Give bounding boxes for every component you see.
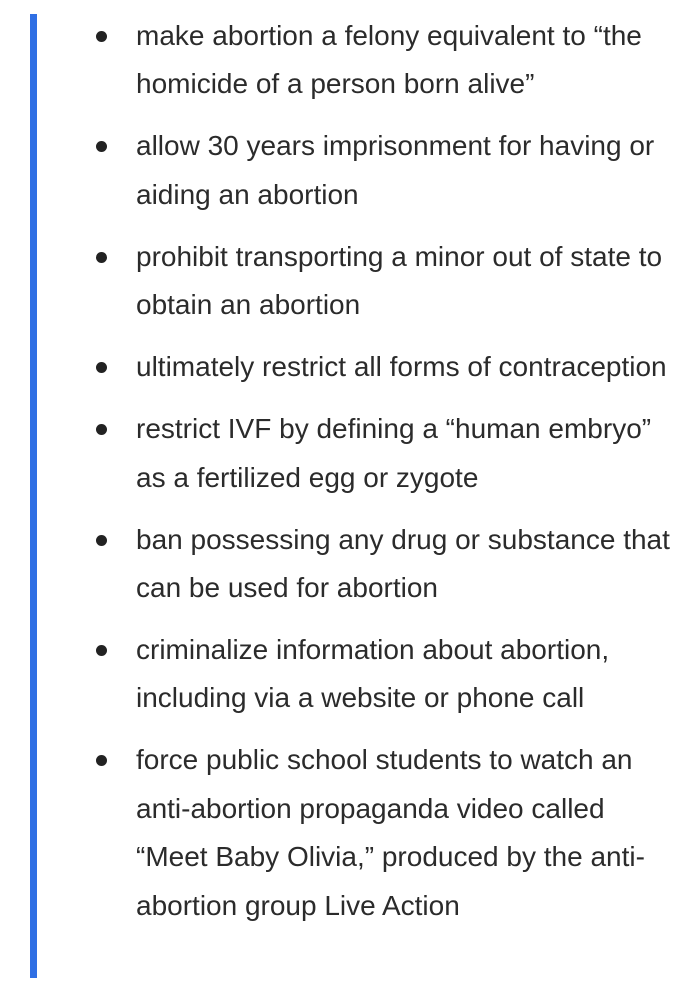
list-item-text: prohibit transporting a minor out of state to obtain an abortion [136, 240, 663, 321]
bullet-icon [96, 362, 107, 373]
list-item [0, 233, 694, 330]
list-item [0, 12, 694, 109]
bullet-icon [96, 141, 107, 152]
list-item-text: criminalize information about abortion, including via a website or phone call [136, 634, 610, 714]
list-item-text: ban possessing any drug or substance that can be used for abortion [136, 523, 670, 604]
list-item-text: make abortion a felony equivalent to “the homicide of a person born alive” [136, 20, 642, 100]
bullet-icon [96, 755, 107, 766]
bullet-icon [96, 424, 107, 435]
list-item [0, 405, 694, 502]
list-item [0, 516, 694, 613]
list-item-text: restrict IVF by defining a “human embryo” as a fertilized egg or zygote [136, 413, 652, 493]
list-item [0, 626, 694, 723]
list-item-text: force public school students to watch an anti-abortion propaganda video called “Meet Baby Olivia,” produced by the anti-abortion group Live Action [136, 744, 645, 921]
bullet-icon [96, 645, 107, 656]
list-item [0, 122, 694, 219]
list-item-text: allow 30 years imprisonment for having or aiding an abortion [136, 130, 655, 210]
list-item [0, 736, 694, 930]
bullet-icon [96, 31, 107, 42]
list-item-text: ultimately restrict all forms of contraception [136, 351, 667, 383]
bullet-icon [96, 252, 107, 263]
bullet-icon [96, 535, 107, 546]
list-item [0, 343, 694, 391]
bullet-list [0, 12, 694, 944]
